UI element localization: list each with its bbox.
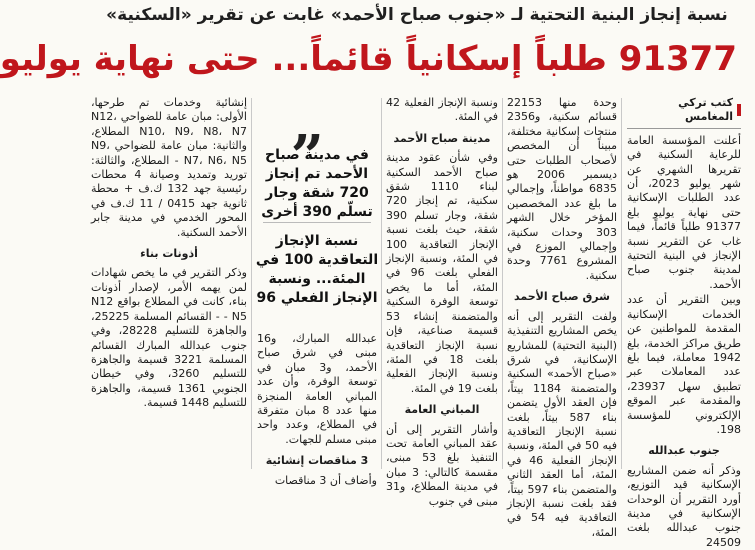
article-column-1 xyxy=(627,96,741,549)
paragraph: وأشار التقرير إلى أن عقد المباني العامة تحت التنفيذ بلغ 53 مبنى، مقسمة كالتالي: 3 مبان في مدينة المطلاع، و31 مبنى في جنوب xyxy=(386,422,499,508)
byline xyxy=(627,96,741,129)
column-divider xyxy=(381,98,382,469)
article-headline: 91377 طلباً إسكانياً قائماً... حتى نهاية يوليو xyxy=(0,39,737,79)
paragraph: ونسبة الإنجاز الفعلية 42 في المئة. xyxy=(386,96,498,124)
subheading: شرق صباح الأحمد xyxy=(514,290,610,304)
article-column-5 xyxy=(91,96,247,473)
paragraph: وحدة منها 22153 قسائم سكنية، و2356 منتجات إسكانية مختلفة، مبيناً أن المخصص لأصحاب الطلبات حتى ديسمبر 2006 هو 6835 مواطناً، وإجمالي ما بلغ عدد المخصصين المؤخر خلال الشهر 303 وحدات سكنية، وإجمالي الموزع في المشروع 7761 وحدة سكنية. xyxy=(507,96,617,282)
pullquote-1: في مدينة صباح الأحمد تم إنجاز 720 شقة وجار تسلّم 390 أخرى xyxy=(261,147,373,220)
pullquote-2: نسبة الإنجاز التعاقدية 100 في المئة... ونسبة الإنجاز الفعلي 96 xyxy=(255,233,379,306)
paragraph: وذكر التقرير في ما يخص شهادات لمن يهمه الأمر، لإصدار أذونات بناء، كانت في المطلاع بواقع N12 - N5 - القسائم المسلمة 25225، والجاهزة للتسليم 28228، وفي جنوب عبدالله المبارك القسائم المسلمة 3221 قسيمة والجاهزة للتسليم 3260، وفي خيطان الجنوبي 1361 قسيمة، والجاهزة للتسليم 1448 قسيمة. xyxy=(91,266,248,410)
column-divider xyxy=(621,98,622,469)
byline-accent xyxy=(737,104,741,116)
pullquote-divider xyxy=(263,222,371,223)
subheading: جنوب عبدالله xyxy=(648,444,720,458)
article-kicker: نسبة إنجاز البنية التحتية لـ «جنوب صباح الأحمد» غابت عن تقرير «السكنية» xyxy=(106,5,728,25)
byline-text: كتب تركي المغامس xyxy=(678,96,734,124)
column-divider xyxy=(502,98,503,469)
subheading: المباني العامة xyxy=(404,403,480,417)
quote-mark-icon: „ xyxy=(291,89,325,157)
subheading: أذونات بناء xyxy=(140,247,198,261)
subheading: 3 مناقصات إنشائية xyxy=(265,454,369,468)
paragraph: وبين التقرير أن عدد الخدمات الإسكانية المقدمة للمواطنين عن طريق مراكز الخدمة، بلغ 1942 معاملة، فيما بلغ عدد المعاملات عبر تطبيق سهل 23937، والمقدمة عبر الموقع الإلكتروني للمؤسسة 198. xyxy=(627,293,741,436)
subheading: مدينة صباح الأحمد xyxy=(393,131,491,145)
article-column-2 xyxy=(507,96,617,539)
paragraph: وأضاف أن 3 مناقصات xyxy=(274,473,377,487)
column-divider xyxy=(251,98,252,469)
article-column-3 xyxy=(386,96,499,508)
paragraph: ولفت التقرير إلى أنه يخص المشاريع التنفيذية (البنية التحتية) للمشاريع الإسكانية، في شرق «صباح الأحمد» السكنية والمتضمنة 1184 بيتاً، فإن العقد الأول يتضمن بناء 587 بيتاً، بلغت نسبة الإنجاز التعاقدية فيه 50 في المئة، ونسبة الإنجاز الفعلية 46 في المئة، أما العقد الثاني والمتضمن بناء 597 بيتاً، فقد بلغت نسبة الإنجاز التعاقدية فيه 54 في المئة، xyxy=(507,309,617,539)
paragraph: وفي شأن عقود مدينة صباح الأحمد السكنية لبناء 1110 شقق سكنية، تم إنجاز 720 شقة، وجار تسلم 390 شقة، حيث بلغت نسبة الإنجاز التعاقدية 100 في المئة، ونسبة الإنجاز الفعلي بلغت 96 في المئة، أما ما يخص توسعة الوفرة السكنية والمتضمنة إنشاء 53 قسيمة صناعية، فإن نسبة الإنجاز التعاقدية بلغت 18 في المئة، ونسبة الإنجاز الفعلية بلغت 19 في المئة. xyxy=(386,151,498,395)
paragraph: أعلنت المؤسسة العامة للرعاية السكنية في تقريرها الشهري عن شهر يوليو 2023، أن عدد الطلبات الإسكانية حتى نهاية يوليو بلغ 91377 طلباً قائماً، فيما غاب عن التقرير نسبة الإنجاز في البنية التحتية لمدينة جنوب صباح الأحمد. xyxy=(627,133,741,291)
paragraph: وذكر أنه ضمن المشاريع الإسكانية قيد التوزيع، أورد التقرير أن الوحدات الإسكانية في مدينة جنوب عبدالله بلغت 24509 xyxy=(627,463,741,549)
paragraph: إنشائية وخدمات تم طرحها، الأولى: مبان عامة للضواحي N12، N10، N9، N8، N7 المطلاع، والثانية: مبان عامة للضواحي N9، N7، N6، N5 - المطلاع، والثالثة: توريد وتمديد وصيانة 4 محطات رئيسية جهد 132 ك.ف + محطة ثانوية جهد 0415 / 11 ك.ف في المحور الخدمي في مدينة جابر الأحمد السكنية. xyxy=(91,96,248,239)
paragraph: عبدالله المبارك، و16 مبنى في شرق صباح الأحمد، و3 مبان في توسعة الوفرة، وأن عدد المباني العامة المنجزة منها عدد 8 مبان متفرقة في المطلاع، وعدد واحد مبنى مسلم للجهات. xyxy=(257,332,378,446)
